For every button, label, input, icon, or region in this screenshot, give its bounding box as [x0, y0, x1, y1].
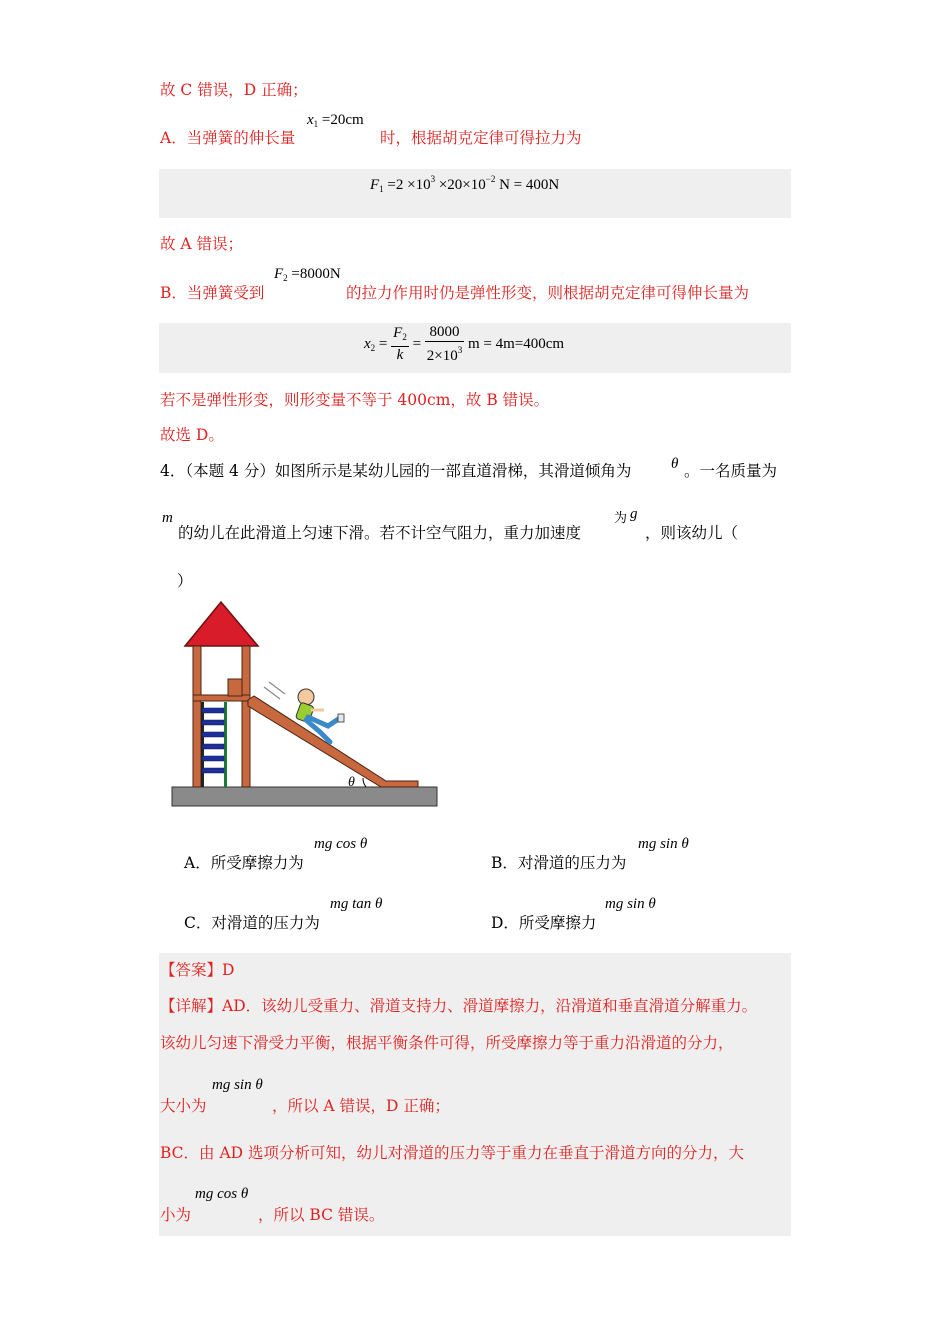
post-left: [193, 646, 201, 787]
detail-math: mg cos θ: [195, 1186, 249, 1202]
question-text: ）: [177, 572, 193, 590]
question-text: 的幼儿在此滑道上匀速下滑。若不计空气阻力，重力加速度: [178, 524, 582, 542]
equation-x2: $x_2$ = $\frac{F_2}{k}$ = $\frac{8000}{2\times 10^3}$ m = 4m=400cm: [364, 324, 565, 364]
math-x1: $x_1 =20cm$: [307, 112, 364, 129]
text-line: 故选 D。: [160, 426, 224, 444]
slide-ramp: [248, 696, 418, 787]
motion-lines: [264, 682, 285, 699]
option-a-math: mg cos θ: [314, 836, 368, 852]
equation-f1: $F_1 =2 \times 10^3 \times 20\times 10^{-2}$ N = 400N: [370, 174, 560, 194]
roof: [185, 602, 258, 646]
text-line: 故 A 错误；: [160, 235, 244, 253]
math-f2: $F_2 =8000N$: [274, 266, 341, 283]
slide-top-box: [228, 679, 242, 696]
detail-line: 小为: [160, 1206, 192, 1224]
option-c-label: C．对滑道的压力为: [184, 914, 320, 932]
figure-theta-label: θ: [348, 775, 355, 790]
answer-label: 【答案】D: [160, 961, 235, 979]
text-line: B．当弹簧受到: [160, 284, 265, 302]
detail-math: mg sin θ: [212, 1077, 263, 1093]
post-right: [242, 646, 250, 787]
text-line: A．当弹簧的伸长量: [160, 129, 296, 147]
detail-line: BC．由 AD 选项分析可知，幼儿对滑道的压力等于重力在垂直于滑道方向的分力，大: [160, 1144, 745, 1162]
ladder-rail: [224, 702, 227, 787]
angle-arc: [363, 778, 366, 787]
text-line: 故 C 错误，D 正确；: [160, 81, 308, 99]
option-c-math: mg tan θ: [330, 896, 383, 912]
text-line: 若不是弹性形变，则形变量不等于 400cm，故 B 错误。: [160, 391, 550, 409]
detail-line: 该幼儿匀速下滑受力平衡，根据平衡条件可得，所受摩擦力等于重力沿滑道的分力，: [160, 1034, 734, 1052]
text-line: 时，根据胡克定律可得拉力为: [380, 129, 582, 147]
question-text: 。一名质量为: [684, 462, 778, 480]
detail-line: 大小为: [160, 1097, 207, 1115]
option-d-label: D．所受摩擦力: [491, 914, 597, 932]
math-g: g: [630, 506, 638, 522]
option-a-label: A．所受摩擦力为: [184, 854, 304, 872]
ground: [172, 787, 437, 806]
ladder-rungs: [202, 708, 224, 773]
math-m: m: [162, 510, 173, 526]
question-text: ，则该幼儿（: [645, 524, 739, 542]
option-b-math: mg sin θ: [638, 836, 689, 852]
option-b-label: B．对滑道的压力为: [491, 854, 627, 872]
option-d-math: mg sin θ: [605, 896, 656, 912]
math-theta: θ: [671, 456, 679, 472]
text-line: 的拉力作用时仍是弹性形变，则根据胡克定律可得伸长量为: [346, 284, 750, 302]
detail-line: ，所以 BC 错误。: [258, 1206, 385, 1224]
slide-figure: [168, 598, 442, 810]
detail-line: 【详解】AD．该幼儿受重力、滑道支持力、滑道摩擦力，沿滑道和垂直滑道分解重力。: [160, 997, 758, 1015]
question-text: 4．（本题 4 分）如图所示是某幼儿园的一部直道滑梯，其滑道倾角为: [160, 462, 632, 480]
question-text: 为: [614, 511, 628, 526]
detail-line: ，所以 A 错误，D 正确；: [272, 1097, 450, 1115]
